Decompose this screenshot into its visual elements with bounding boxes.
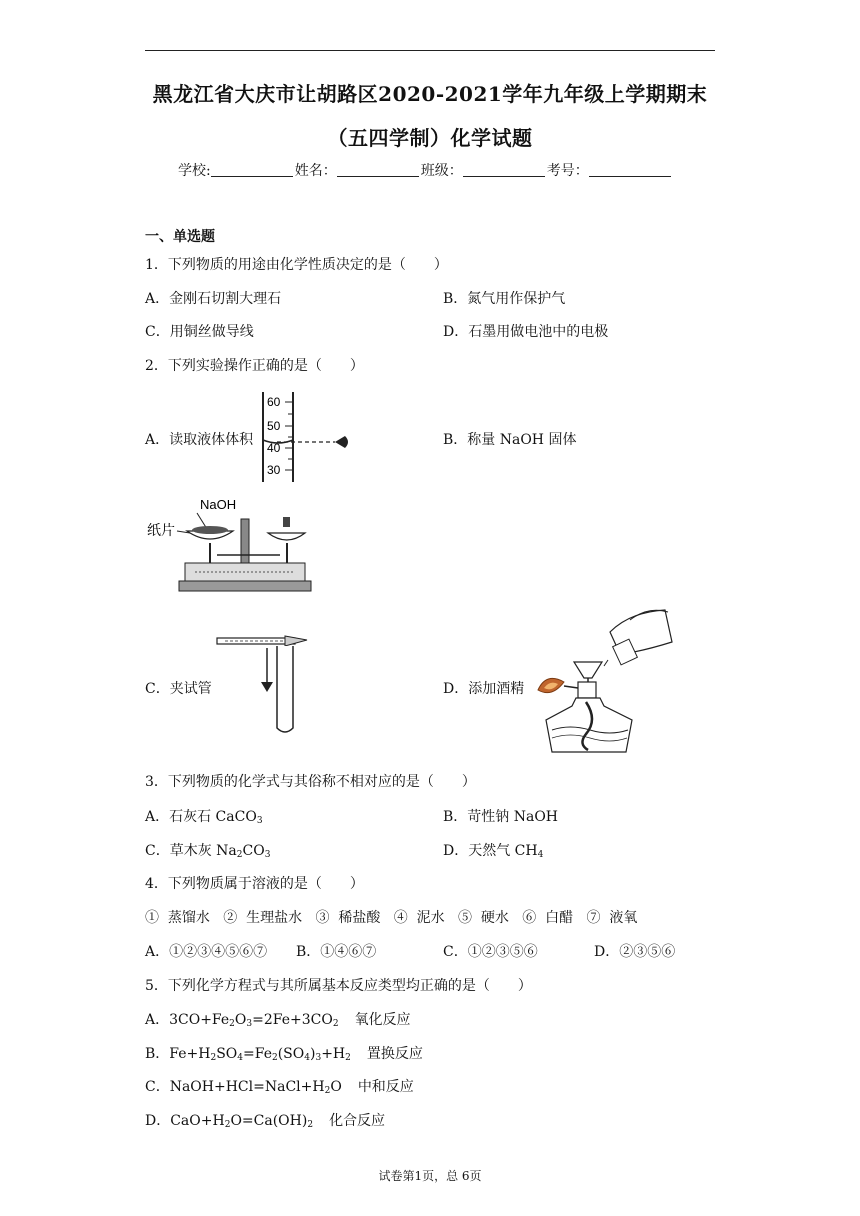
question-4-option-d: D．②③⑤⑥ — [594, 944, 676, 960]
question-1-option-c: C．用铜丝做导线 — [145, 324, 254, 340]
exam-no-label: 考号： — [546, 163, 589, 179]
graduated-cylinder-figure — [255, 390, 355, 485]
exam-no-blank[interactable] — [589, 162, 671, 177]
question-5-option-b: B．$Fe+H_2SO_4=Fe_2(SO_4)_3+H_2$ 置换反应 — [145, 1046, 423, 1063]
cylinder-tick-30: 30 — [267, 463, 281, 477]
question-2-option-c: C．夹试管 — [145, 681, 212, 697]
cylinder-tick-60: 60 — [267, 395, 281, 409]
question-2-option-b: B．称量 NaOH 固体 — [443, 432, 577, 448]
cylinder-tick-40: 40 — [267, 441, 281, 455]
question-3-option-c: C．草木灰 $Na_2CO_3$ — [145, 843, 271, 860]
question-5-option-a: A．$3CO+Fe_2O_3=2Fe+3CO_2$ 氧化反应 — [145, 1012, 411, 1029]
test-tube-clamp-figure — [215, 632, 315, 737]
alcohol-lamp-figure — [530, 602, 675, 762]
page-footer: 试卷第1页，总 6页 — [378, 1169, 482, 1183]
question-5-option-d: D．$CaO+H_2O=Ca(OH)_2$ 化合反应 — [145, 1113, 386, 1130]
header-rule — [145, 50, 715, 51]
question-2-option-d: D．添加酒精 — [443, 681, 525, 697]
class-blank[interactable] — [463, 162, 545, 177]
section-heading: 一、单选题 — [145, 229, 215, 245]
question-4-stem: 4．下列物质属于溶液的是（ ） — [145, 876, 364, 892]
balance-figure — [145, 495, 320, 600]
naoh-label: NaOH — [200, 497, 237, 512]
question-4-option-b: B．①④⑥⑦ — [296, 944, 377, 960]
paper-label: 纸片 — [147, 523, 175, 539]
question-3-stem: 3．下列物质的化学式与其俗称不相对应的是（ ） — [145, 774, 476, 790]
question-1-option-d: D．石墨用做电池中的电极 — [443, 324, 609, 340]
question-2-option-a: A．读取液体体积 — [145, 432, 254, 448]
question-4-items: ① 蒸馏水 ② 生理盐水 ③ 稀盐酸 ④ 泥水 ⑤ 硬水 ⑥ 白醋 ⑦ 液氧 — [145, 910, 638, 926]
question-5-stem: 5．下列化学方程式与其所属基本反应类型均正确的是（ ） — [145, 978, 532, 994]
page-title: 黑龙江省大庆市让胡路区2020-2021学年九年级上学期期末 — [152, 82, 708, 106]
question-5-option-c: C．$NaOH+HCl=NaCl+H_2O$ 中和反应 — [145, 1079, 414, 1096]
question-1-option-b: B．氮气用作保护气 — [443, 291, 566, 307]
flame-icon — [538, 678, 564, 692]
class-label: 班级： — [420, 163, 463, 179]
page-subtitle: （五四学制）化学试题 — [327, 126, 533, 150]
eye-icon — [335, 436, 348, 448]
school-blank[interactable] — [211, 162, 293, 177]
cylinder-tick-50: 50 — [267, 419, 281, 433]
question-3-option-a: A．石灰石 CaCO$_3$ — [145, 809, 263, 826]
question-4-option-c: C．①②③⑤⑥ — [443, 944, 538, 960]
school-label: 学校: — [178, 163, 211, 179]
question-3-option-d: D．天然气 $CH_4$ — [443, 843, 544, 860]
student-info-line — [178, 160, 673, 180]
question-4-option-a: A．①②③④⑤⑥⑦ — [145, 944, 268, 960]
question-1-option-a: A．金刚石切割大理石 — [145, 291, 282, 307]
name-label: 姓名： — [294, 163, 337, 179]
name-blank[interactable] — [337, 162, 419, 177]
question-3-option-b: B．苛性钠 NaOH — [443, 809, 559, 825]
question-2-stem: 2．下列实验操作正确的是（ ） — [145, 358, 364, 374]
question-1-stem: 1．下列物质的用途由化学性质决定的是（ ） — [145, 257, 448, 273]
